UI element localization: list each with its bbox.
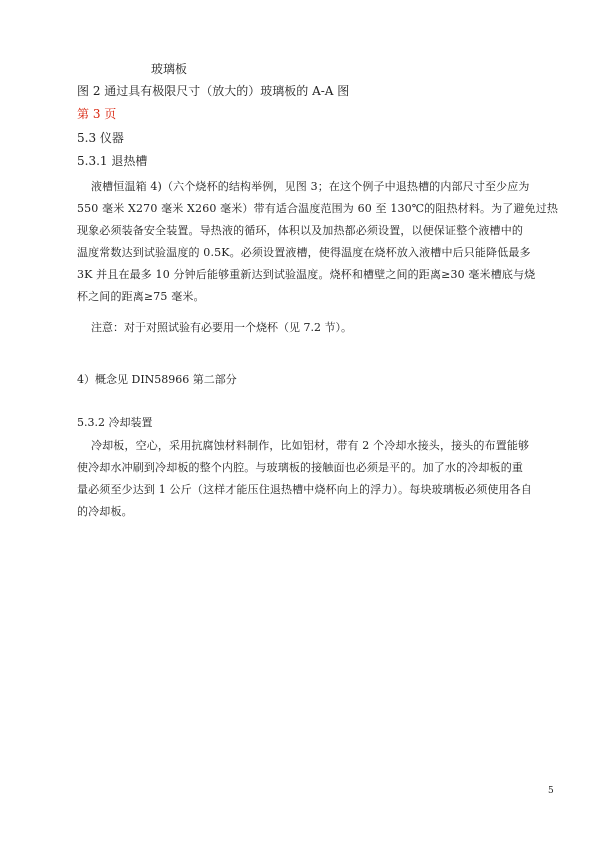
- section-heading-5-3-1: 5.3.1 退热槽: [77, 154, 148, 168]
- page-reference: 第 3 页: [77, 107, 117, 121]
- paragraph-line: 550 毫米 X270 毫米 X260 毫米）带有适合温度范围为 60 至 130℃的阻热材料。为了避免过热: [77, 202, 559, 215]
- paragraph-line: 温度常数达到试验温度的 0.5K。必须设置液槽，使得温度在烧杯放入液槽中后只能降低最多: [77, 246, 531, 259]
- paragraph-line: 杯之间的距离≥75 毫米。: [77, 290, 205, 303]
- paragraph-line: 量必须至少达到 1 公斤（这样才能压住退热槽中烧杯向上的浮力）。每块玻璃板必须使用各自: [77, 483, 532, 496]
- footnote: 4）概念见 DIN58966 第二部分: [77, 373, 237, 386]
- section-heading-5-3-2: 5.3.2 冷却装置: [77, 416, 153, 429]
- paragraph-line: 使冷却水冲刷到冷却板的整个内腔。与玻璃板的接触面也必须是平的。加了水的冷却板的重: [77, 461, 523, 474]
- figure-label: 玻璃板: [151, 62, 188, 76]
- paragraph-line: 现象必须装备安全装置。导热液的循环，体积以及加热都必须设置，以便保证整个液槽中的: [77, 224, 523, 237]
- figure-caption: 图 2 通过具有极限尺寸（放大的）玻璃板的 A-A 图: [77, 84, 350, 98]
- paragraph-line: 3K 并且在最多 10 分钟后能够重新达到试验温度。烧杯和槽壁之间的距离≥30 毫米槽底与烧: [77, 268, 536, 281]
- paragraph-line: 的冷却板。: [77, 505, 133, 518]
- paragraph-5-3-2: [77, 435, 532, 523]
- page-number: 5: [548, 786, 554, 796]
- paragraph-5-3-1: [77, 176, 559, 308]
- note: 注意：对于对照试验有必要用一个烧杯（见 7.2 节）。: [91, 321, 352, 334]
- paragraph-line: 冷却板，空心，采用抗腐蚀材料制作，比如铝材，带有 2 个冷却水接头，接头的布置能够: [91, 439, 530, 452]
- paragraph-line: 液槽恒温箱 4)（六个烧杯的结构举例，见图 3；在这个例子中退热槽的内部尺寸至少应为: [91, 180, 530, 193]
- section-heading-5-3: 5.3 仪器: [77, 131, 124, 145]
